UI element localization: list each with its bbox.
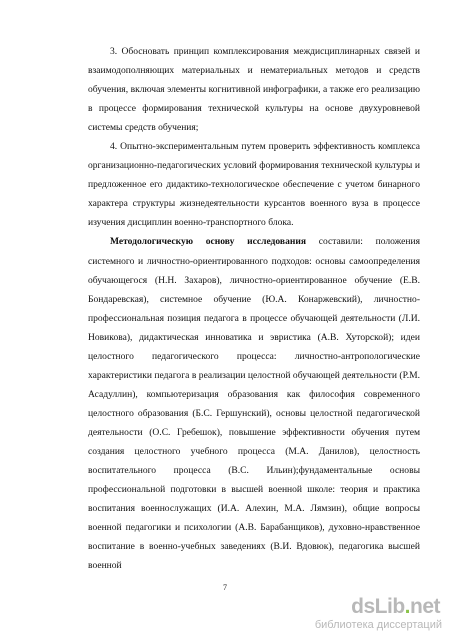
paragraph-goal-4 [88,137,420,232]
watermark-logo: dsLib.net [351,595,440,618]
page-number: 7 [223,583,227,592]
paragraph-methodology [88,232,420,575]
paragraph-goal-3 [88,42,420,137]
paragraph-bold-lead: Методологическую основу исследования [110,236,307,248]
body-text [88,42,420,575]
paragraph-text: 4. Опытно-экспериментальным путем проверить эффективность комплекса организационно-педагогических условий формирования технической культуры и предложенное его дидактико-технологическое обеспечение с учетом бинарного характера структуры жизнедеятельности курсантов военного вуза в процессе изучения дисциплин военно-транспортного блока. [88,141,420,229]
paragraph-text: составили: положения системного и личностно-ориентированного подходов: основы самоопределения обучающегося (Н.Н. Захаров), личностно-ориентированное обучение (Е.В. Бондаревская), системное обучение (Ю.А. Конаржевский), личностно-профессиональная позиция педагога в процессе обучающей деятельности (Л.И. Новикова), дидактическая инноватика и эвристика (А.В. Хуторской); идеи целостного педагогического процесса: личностно-антропологические характеристики педагога в реализации целостной обучающей деятельности (Р.М. Асадуллин), компьютеризация образования как философия современного целостного образования (Б.С. Гершунский), основы целостной педагогической деятельности (О.С. Гребешок), повышение эффективности обучения путем создания целостного учебного процесса (М.А. Данилов), целостность воспитательного процесса (В.С. Ильин);фундаментальные основы профессиональной подготовки в высшей военной школе: теория и практика воспитания военнослужащих (И.А. Алехин, М.А. Лямзин), общие вопросы военной педагогики и психологии (А.В. Барабанщиков), духовно-нравственное воспитание в военно-учебных заведениях (В.И. Вдовюк), педагогика высшей военной [88,236,420,572]
watermark-tagline: библиотека диссертаций [314,619,442,631]
paragraph-text: 3. Обосновать принцип комплексирования междисциплинарных связей и взаимодополняющих материальных и нематериальных методов и средств обучения, включая элементы когнитивной инфографики, а также его реализацию в процессе формирования технической культуры на основе двухуровневой системы средств обучения; [88,46,420,134]
watermark [312,595,444,633]
